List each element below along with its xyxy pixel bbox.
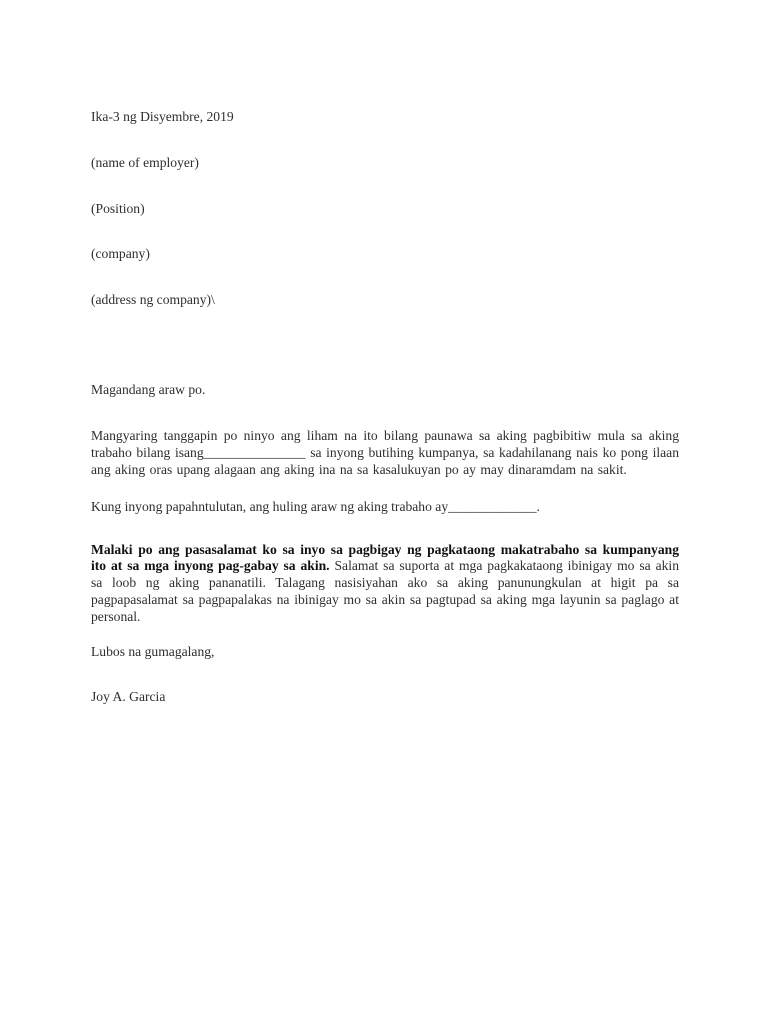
company-placeholder: (company) — [91, 246, 150, 262]
letter-header-block — [91, 79, 679, 337]
position-placeholder: (Position) — [91, 200, 145, 216]
last-day-line: Kung inyong papahntulutan, ang huling araw ng aking trabaho ay_____________. — [91, 498, 540, 514]
gratitude-paragraph — [91, 542, 679, 626]
gratitude-emphasis-sentence: Malaki po ang pasasalamat ko sa inyo sa pagbigay ng pagkataong makatrabaho sa kumpanyang ito at sa mga inyong pag-gabay sa akin. — [91, 541, 679, 574]
resignation-paragraph: Mangyaring tanggapin po ninyo ang liham na ito bilang paunawa sa aking pagbibitiw mula sa aking trabaho bilang isang_______________ sa inyong butihing kumpanya, sa kadahilanang nais ko pong ilaan ang aking oras upang alagaan ang aking ina na sa kasalukuyan po ay may dinaramdam na sakit. — [91, 428, 679, 478]
signature-name: Joy A. Garcia — [91, 688, 166, 704]
letter-closing: Lubos na gumagalang, — [91, 643, 215, 659]
employer-name-placeholder: (name of employer) — [91, 155, 199, 171]
letter-greeting: Magandang araw po. — [91, 382, 206, 398]
company-address-placeholder: (address ng company)\ — [91, 291, 215, 307]
letter-date: Ika-3 ng Disyembre, 2019 — [91, 109, 234, 125]
gratitude-rest-text: Salamat sa suporta at mga pagkakataong ibinigay mo sa akin sa loob ng aking pananatili. Talagang nasisiyahan ako sa aking panunungkulan at higit pa sa pagpapasalamat sa pagpapalakas na ibinigay mo sa akin sa pagtupad sa aking mga layunin sa paglago at personal. — [91, 558, 679, 624]
